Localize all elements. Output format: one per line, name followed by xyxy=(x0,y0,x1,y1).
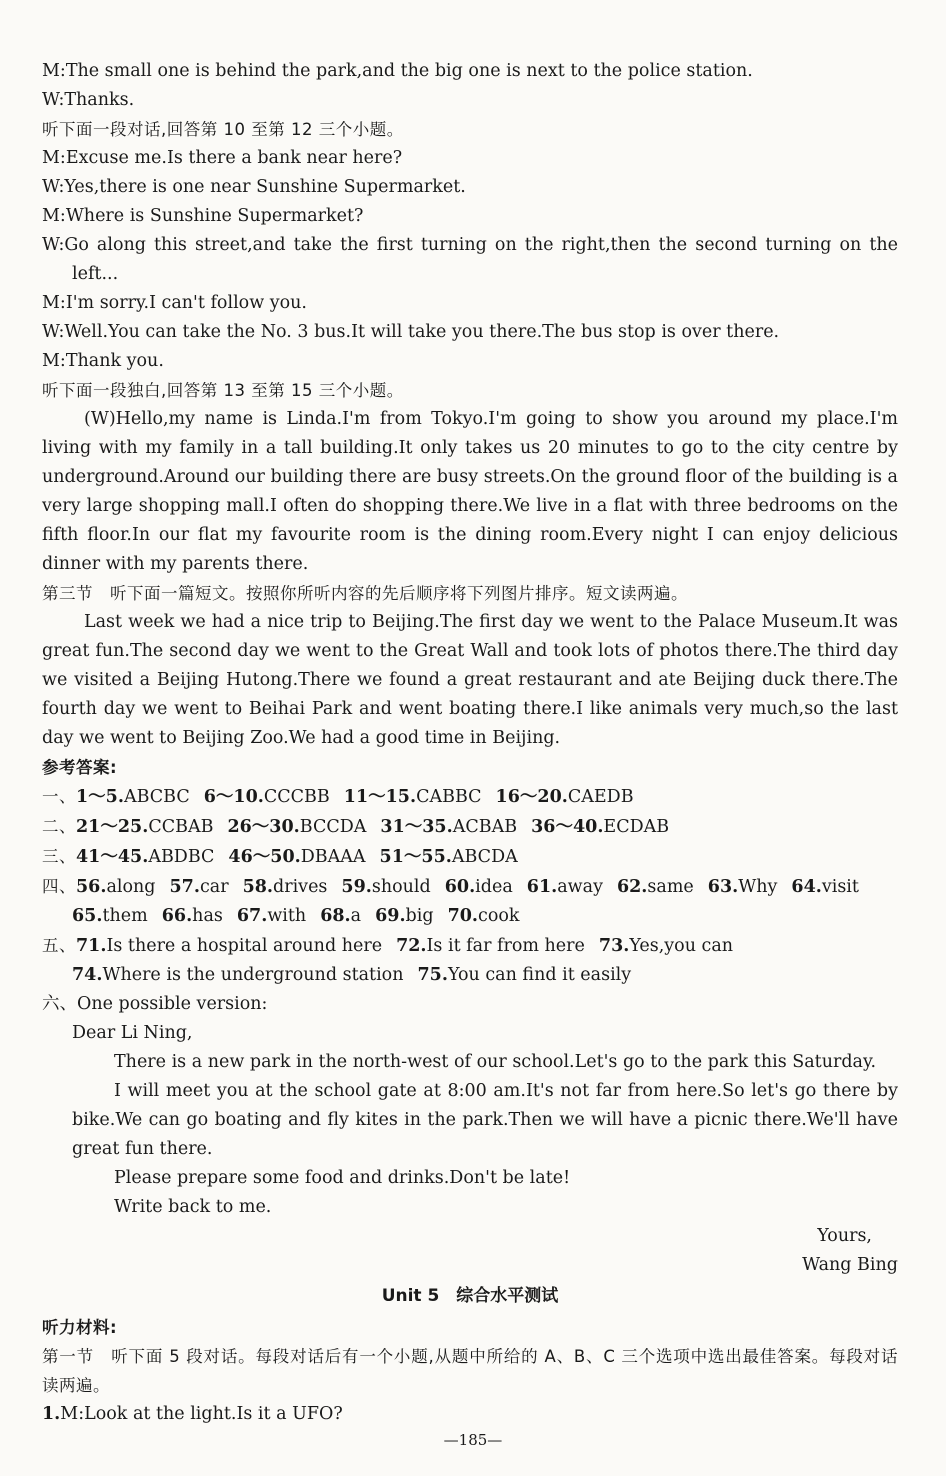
answer-value: Where is the underground station xyxy=(102,965,404,985)
answer-number: 74. xyxy=(72,965,103,985)
answer-item xyxy=(448,906,520,926)
dialog-line-cont: left... xyxy=(72,264,119,284)
answer-item xyxy=(380,847,518,867)
question-text: M:Look at the light.Is it a UFO? xyxy=(60,1404,343,1424)
page-content xyxy=(42,57,898,1429)
dialog-line: W:Well.You can take the No. 3 bus.It will take you there.The bus stop is over there. xyxy=(42,322,780,342)
answer-number: 11～15. xyxy=(343,787,417,807)
answer-value: BCCDA xyxy=(299,817,367,837)
answer-number: 58. xyxy=(242,877,274,897)
answer-value: ABCBC xyxy=(123,787,190,807)
answer-item xyxy=(76,817,213,837)
answers-row xyxy=(42,782,898,812)
answer-value: big xyxy=(405,906,434,926)
answer-number: 73. xyxy=(598,936,630,956)
answer-item xyxy=(396,936,585,956)
answer-value: should xyxy=(371,877,431,897)
answer-value: CAEDB xyxy=(567,787,634,807)
answer-number: 71. xyxy=(76,936,107,956)
answers-row xyxy=(42,961,898,990)
question-1 xyxy=(42,1400,898,1429)
answer-item xyxy=(243,877,328,897)
letter-paragraph: There is a new park in the north-west of our school.Let's go to the park this Saturday. xyxy=(114,1052,877,1072)
answer-item xyxy=(72,965,403,985)
answer-item xyxy=(708,877,778,897)
answers-title: 参考答案: xyxy=(42,758,118,777)
answer-value: CCCBB xyxy=(263,787,330,807)
dialog-line: W:Yes,there is one near Sunshine Supermarket. xyxy=(42,177,466,197)
answer-number: 21～25. xyxy=(76,817,149,837)
answer-value: CABBC xyxy=(416,787,482,807)
letter-greeting: Dear Li Ning, xyxy=(72,1023,193,1043)
answer-number: 56. xyxy=(76,877,107,897)
answer-value: away xyxy=(557,877,603,897)
answer-item xyxy=(162,906,223,926)
dialog-line: M:The small one is behind the park,and the big one is next to the police station. xyxy=(42,61,753,81)
answer-item xyxy=(341,877,430,897)
answer-value: cook xyxy=(478,906,520,926)
dialog-line: W:Go along this street,and take the first turning on the right,then the second turning on the xyxy=(42,235,898,255)
dialog-line: M:Where is Sunshine Supermarket? xyxy=(42,206,364,226)
answer-item xyxy=(237,906,306,926)
answer-value: Why xyxy=(738,877,778,897)
answer-item xyxy=(496,787,634,807)
answer-number: 70. xyxy=(447,906,479,926)
answer-value: ACBAB xyxy=(452,817,518,837)
answer-value: car xyxy=(199,877,229,897)
answer-number: 57. xyxy=(169,877,200,897)
answer-value: Is there a hospital around here xyxy=(106,936,383,956)
answer-item xyxy=(531,817,669,837)
answer-number: 46～50. xyxy=(228,847,301,867)
answers-row xyxy=(42,931,898,961)
answer-number: 63. xyxy=(707,877,739,897)
answer-item xyxy=(344,787,482,807)
answer-number: 67. xyxy=(236,906,268,926)
answer-number: 41～45. xyxy=(76,847,149,867)
answer-item xyxy=(170,877,229,897)
passage-paragraph: Last week we had a nice trip to Beijing.The first day we went to the Palace Museum.It was great fun.The second day we went to the Great Wall and took lots of photos there.The third day we visited a Beijing Hutong.There we found a great restaurant and ate Beijing duck there.The fourth day we went to Beihai Park and went boating there.I like animals very much,so the last day we went to Beijing Zoo.We had a good time in Beijing. xyxy=(42,612,898,748)
answer-value: idea xyxy=(475,877,513,897)
letter-paragraph: Please prepare some food and drinks.Don't be late! xyxy=(114,1168,571,1188)
dialog-line: M:Thank you. xyxy=(42,351,164,371)
answer-item xyxy=(76,877,156,897)
answer-item xyxy=(617,877,694,897)
answer-number: 1～5. xyxy=(76,787,124,807)
letter-paragraph: Write back to me. xyxy=(114,1197,272,1217)
answer-value: ECDAB xyxy=(603,817,670,837)
six-intro: 六、One possible version: xyxy=(42,994,268,1014)
answer-number: 26～30. xyxy=(227,817,300,837)
answer-item xyxy=(228,847,365,867)
answer-group-prefix: 一、 xyxy=(42,787,76,806)
answer-item xyxy=(76,936,382,956)
dialog-line: M:Excuse me.Is there a bank near here? xyxy=(42,148,403,168)
answer-group-prefix: 五、 xyxy=(42,936,76,955)
answer-item xyxy=(527,877,603,897)
answer-value: You can find it easily xyxy=(447,965,632,985)
monologue-paragraph: (W)Hello,my name is Linda.I'm from Tokyo.I'm going to show you around my place.I'm living with my family in a tall building.It only takes us 20 minutes to go to the city centre by underground.Around our building there are busy streets.On the ground floor of the building is a very large shopping mall.I often do shopping there.We live in a flat with three bedrooms on the fifth floor.In our flat my favourite room is the dining room.Every night I can enjoy delicious dinner with my parents there. xyxy=(42,409,898,574)
answer-number: 62. xyxy=(616,877,648,897)
question-number: 1. xyxy=(42,1404,61,1424)
answer-number: 69. xyxy=(375,906,406,926)
answer-number: 72. xyxy=(396,936,427,956)
answer-number: 65. xyxy=(72,906,103,926)
instruction-10-12: 听下面一段对话,回答第 10 至第 12 三个小题。 xyxy=(42,120,404,139)
answer-number: 16～20. xyxy=(495,787,568,807)
answer-value: them xyxy=(102,906,148,926)
answer-group-prefix: 四、 xyxy=(42,877,76,896)
answer-value: visit xyxy=(821,877,859,897)
answer-number: 60. xyxy=(444,877,476,897)
answer-item xyxy=(445,877,513,897)
answer-number: 64. xyxy=(791,877,822,897)
answer-group-prefix: 三、 xyxy=(42,847,76,866)
letter-signature: Wang Bing xyxy=(802,1255,898,1275)
answer-item xyxy=(204,787,330,807)
answer-item xyxy=(599,936,733,956)
answer-value: with xyxy=(267,906,307,926)
answers-row xyxy=(42,812,898,842)
answer-value: along xyxy=(106,877,156,897)
answer-value: ABDBC xyxy=(148,847,215,867)
letter-paragraph: I will meet you at the school gate at 8:00 am.It's not far from here.So let's go there by bike.We can go boating and fly kites in the park.Then we will have a picnic there.We'll have great fun there. xyxy=(72,1081,898,1159)
answer-value: ABCDA xyxy=(451,847,518,867)
instruction-13-15: 听下面一段独白,回答第 13 至第 15 三个小题。 xyxy=(42,381,404,400)
answer-value: drives xyxy=(273,877,328,897)
answer-item xyxy=(320,906,361,926)
unit-title: Unit 5 综合水平测试 xyxy=(381,1286,559,1306)
answer-value: same xyxy=(647,877,694,897)
dialog-line: W:Thanks. xyxy=(42,90,135,110)
answer-item xyxy=(76,787,190,807)
answer-number: 31～35. xyxy=(380,817,453,837)
answer-value: CCBAB xyxy=(148,817,214,837)
letter-closing: Yours, xyxy=(817,1226,872,1246)
answer-value: has xyxy=(192,906,223,926)
answer-value: a xyxy=(350,906,362,926)
answers-row xyxy=(42,842,898,872)
answers-row xyxy=(42,872,898,902)
section-3-instruction: 第三节 听下面一篇短文。按照你所听内容的先后顺序将下列图片排序。短文读两遍。 xyxy=(42,584,688,603)
answer-item xyxy=(375,906,433,926)
answer-item xyxy=(791,877,859,897)
section-1-instruction: 第一节 听下面 5 段对话。每段对话后有一个小题,从题中所给的 A、B、C 三个选项中选出最佳答案。每段对话读两遍。 xyxy=(42,1347,898,1395)
answer-item xyxy=(417,965,631,985)
answer-number: 75. xyxy=(417,965,448,985)
answer-value: Yes,you can xyxy=(629,936,734,956)
answer-item xyxy=(76,847,214,867)
answer-number: 59. xyxy=(341,877,372,897)
dialog-line: M:I'm sorry.I can't follow you. xyxy=(42,293,307,313)
answer-number: 36～40. xyxy=(531,817,604,837)
answer-value: Is it far from here xyxy=(426,936,585,956)
answer-number: 6～10. xyxy=(203,787,264,807)
answer-item xyxy=(72,906,148,926)
answer-value: DBAAA xyxy=(300,847,366,867)
answer-group-prefix: 二、 xyxy=(42,817,76,836)
answer-number: 61. xyxy=(526,877,558,897)
page-number: —185— xyxy=(443,1431,503,1449)
answer-item xyxy=(380,817,517,837)
answer-number: 68. xyxy=(320,906,351,926)
listening-title: 听力材料: xyxy=(42,1318,118,1337)
answer-number: 66. xyxy=(161,906,193,926)
answers-row xyxy=(42,902,898,931)
answer-number: 51～55. xyxy=(379,847,452,867)
answer-item xyxy=(227,817,366,837)
